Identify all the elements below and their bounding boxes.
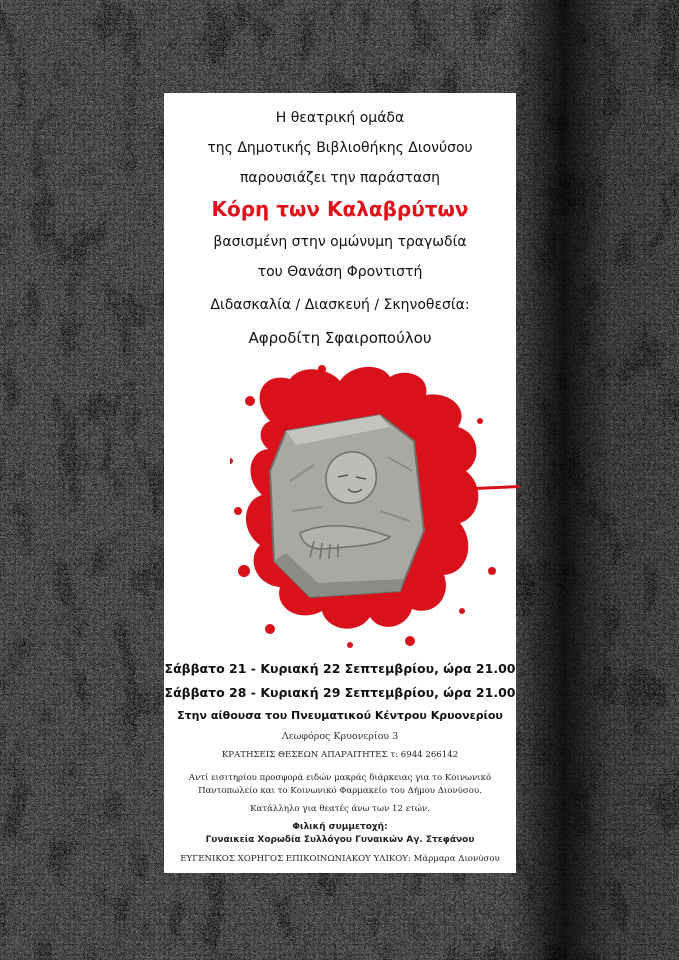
age-note: Κατάλληλο για θεατές άνω των 12 ετών. [250,804,430,814]
performance-date-1: Σάββατο 21 - Κυριακή 22 Σεπτεμβρίου, ώρα 21.00 [164,661,516,676]
donation-line-1: Αντί εισιτηρίου προσφορά ειδών μακράς διάρκειας για το Κοινωνικό [188,773,492,783]
friendly-participation-label: Φιλική συμμετοχή: [292,822,388,832]
poster-panel [164,93,516,873]
sculpture-with-blood-splatter [230,361,520,651]
donation-line-2: Παντοπωλείο και το Κοινωνικό Φαρμακείο του Δήμου Διονύσου. [198,786,482,796]
performance-date-2: Σάββατο 28 - Κυριακή 29 Σεπτεμβρίου, ώρα 21.00 [164,685,516,700]
sponsor: ΕΥΓΕΝΙΚΟΣ ΧΟΡΗΓΟΣ ΕΠΙΚΟΙΝΩΝΙΑΚΟΥ ΥΛΙΚΟΥ: Μάρμαρα Διονύσου [180,854,500,864]
intro-line-2: της Δημοτικής Βιβλιοθήκης Διονύσου [207,140,473,156]
based-on-line-1: βασισμένη στην ομώνυμη τραγωδία [213,234,467,250]
reservations: ΚΡΑΤΗΣΕΙΣ ΘΕΣΕΩΝ ΑΠΑΡΑΙΤΗΤΕΣ τ: 6944 266142 [221,750,459,760]
address: Λεωφόρος Κρυονερίου 3 [281,731,399,742]
friendly-participation-name: Γυναικεία Χορωδία Συλλόγου Γυναικών Αγ. Στεφάνου [205,835,475,845]
play-title: Κόρη των Καλαβρύτων [211,197,469,221]
based-on-line-2: του Θανάση Φροντιστή [257,264,423,280]
intro-line-1: Η θεατρική ομάδα [275,110,405,126]
director-name: Αφροδίτη Σφαιροπούλου [248,329,432,347]
venue: Στην αίθουσα του Πνευματικού Κέντρου Κρυονερίου [177,709,503,722]
credits-label: Διδασκαλία / Διασκευή / Σκηνοθεσία: [210,297,470,313]
stone-sculpture [270,415,424,597]
intro-line-3: παρουσιάζει την παράσταση [239,170,441,186]
